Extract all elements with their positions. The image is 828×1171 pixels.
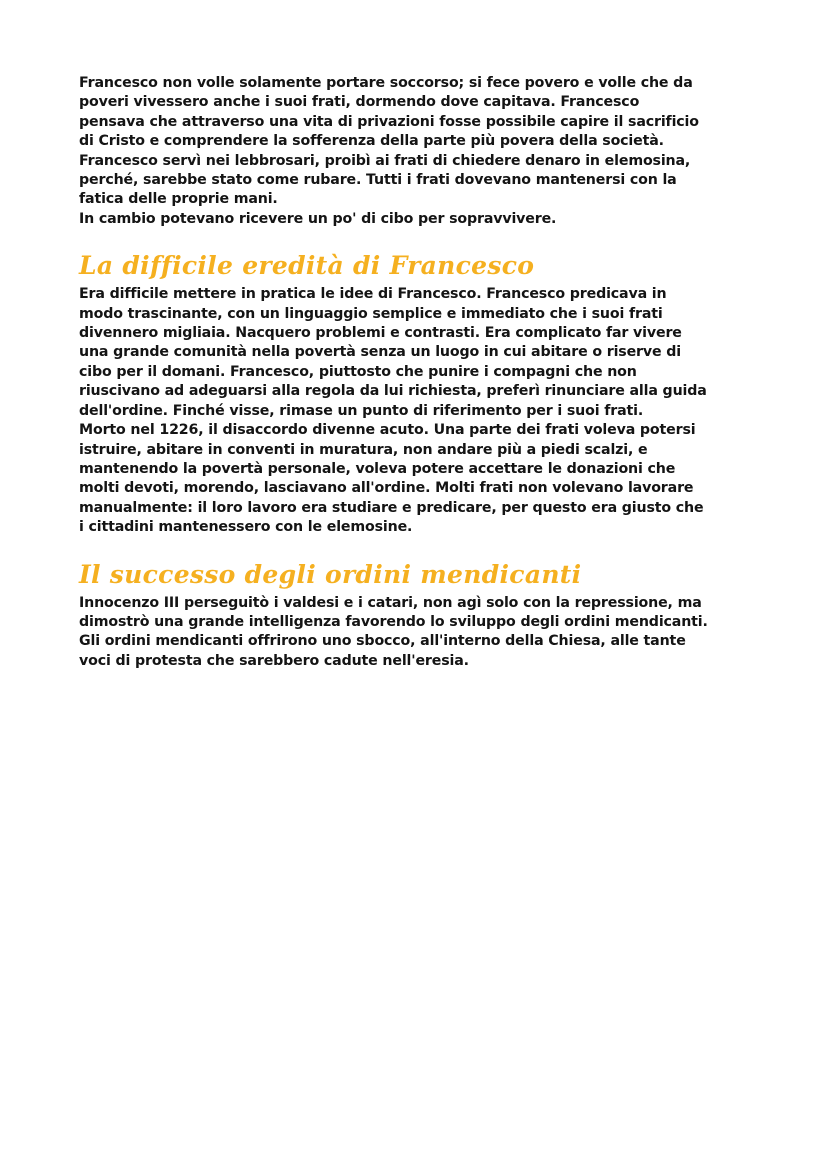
section-body-successo: Innocenzo III perseguitò i valdesi e i catari, non agì solo con la repressione, ma dimostrò una grande intelligenza favorendo lo sviluppo degli ordini mendicanti. Gli ordini mendicanti offrirono uno sbocco, all'interno della Chiesa, alle tante voci di protesta che sarebbero cadute nell'eresia. [79, 594, 708, 669]
intro-paragraph: Francesco non volle solamente portare soccorso; si fece povero e volle che da poveri vivessero anche i suoi frati, dormendo dove capitava. Francesco pensava che attraverso una vita di privazioni fosse possibile capire il sacrificio di Cristo e comprendere la sofferenza della parte più povera della società. Francesco servì nei lebbrosari, proibì ai frati di chiedere denaro in elemosina, perché, sarebbe stato come rubare. Tutti i frati dovevano mantenersi con la fatica delle proprie mani. In cambio potevano ricevere un po' di cibo per sopravvivere. [79, 75, 699, 227]
section-heading-eredita: La difficile eredità di Francesco [79, 251, 535, 281]
section-heading-successo: Il successo degli ordini mendicanti [79, 559, 582, 589]
section-body-eredita: Era difficile mettere in pratica le idee di Francesco. Francesco predicava in modo trascinante, con un linguaggio semplice e immediato che i suoi frati divennero migliaia. Nacquero problemi e contrasti. Era complicato far vivere una grande comunità nella povertà senza un luogo in cui abitare o riserve di cibo per il domani. Francesco, piuttosto che punire i compagni che non riuscivano ad adeguarsi alla regola da lui richiesta, preferì rinunciare alla guida dell'ordine. Finché visse, rimase un punto di riferimento per i suoi frati. Morto nel 1226, il disaccordo divenne acuto. Una parte dei frati voleva potersi istruire, abitare in conventi in muratura, non andare più a piedi scalzi, e mantenendo la povertà personale, voleva potere accettare le donazioni che molti devoti, morendo, lasciavano all'ordine. Molti frati non volevano lavorare manualmente: il loro lavoro era studiare e predicare, per questo era giusto che i cittadini mantenessero con le elemosine. [79, 286, 707, 536]
document-page [79, 74, 759, 671]
